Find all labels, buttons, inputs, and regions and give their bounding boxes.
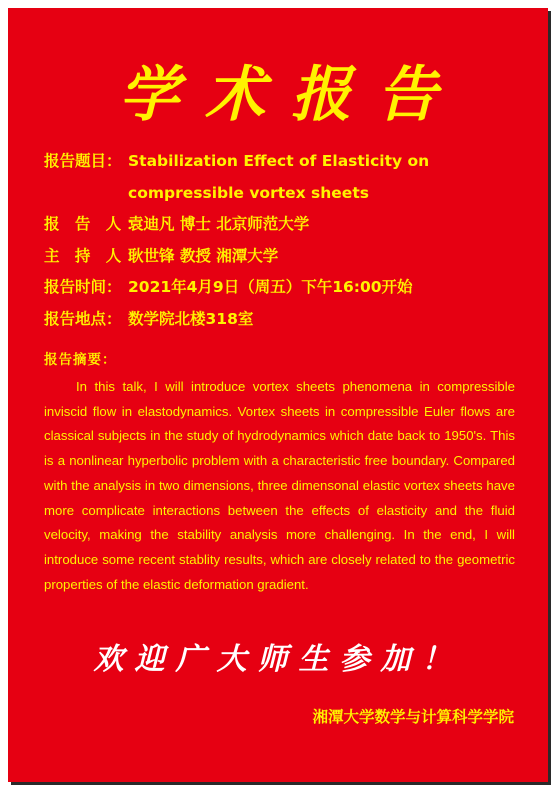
place-row [44, 304, 534, 336]
speaker-label: 报 告 人： [44, 215, 147, 233]
abstract-text: In this talk, I will introduce vortex sheets phenomena in compressible inviscid flow in elastodynamics. Vortex sheets in compressible Euler flows are classical subjects in the study of hydrodynamics which date back to 1950's. This is a nonlinear hyperbolic problem with a characteristic free boundary. Compared with the analysis in two dimensions, three dimensonal elastic vortex sheets have more complicate interactions between the effects of elasticity and the fluid velocity, making the stability analysis more challenging. In the end, I will introduce some recent stablity results, which are closely related to the geometric properties of the elastic deformation gradient. [44, 379, 515, 592]
speaker-value: 袁迪凡 博士 北京师范大学 [128, 215, 310, 233]
topic-label: 报告题目： [44, 152, 122, 170]
time-label: 报告时间： [44, 278, 122, 296]
abstract-label: 报告摘要： [44, 352, 117, 368]
talk-info [44, 146, 534, 335]
place-value: 数学院北楼318室 [128, 309, 254, 328]
welcome-banner: 欢迎广大师生参加！ [93, 642, 463, 677]
speaker-row [44, 209, 534, 241]
place-label: 报告地点： [44, 309, 122, 328]
host-row [44, 241, 534, 273]
topic-value: Stabilization Effect of Elasticity on compressible vortex sheets [128, 152, 430, 202]
poster-title: 学术报告 [119, 60, 463, 130]
time-value: 2021年4月9日（周五）下午16:00开始 [128, 278, 413, 296]
host-value: 耿世锋 教授 湘潭大学 [128, 246, 279, 265]
topic-row [44, 146, 534, 209]
time-row [44, 272, 534, 304]
poster [8, 8, 548, 782]
organizer: 湘潭大学数学与计算科学学院 [312, 708, 514, 726]
host-label: 主 持 人： [44, 246, 147, 265]
